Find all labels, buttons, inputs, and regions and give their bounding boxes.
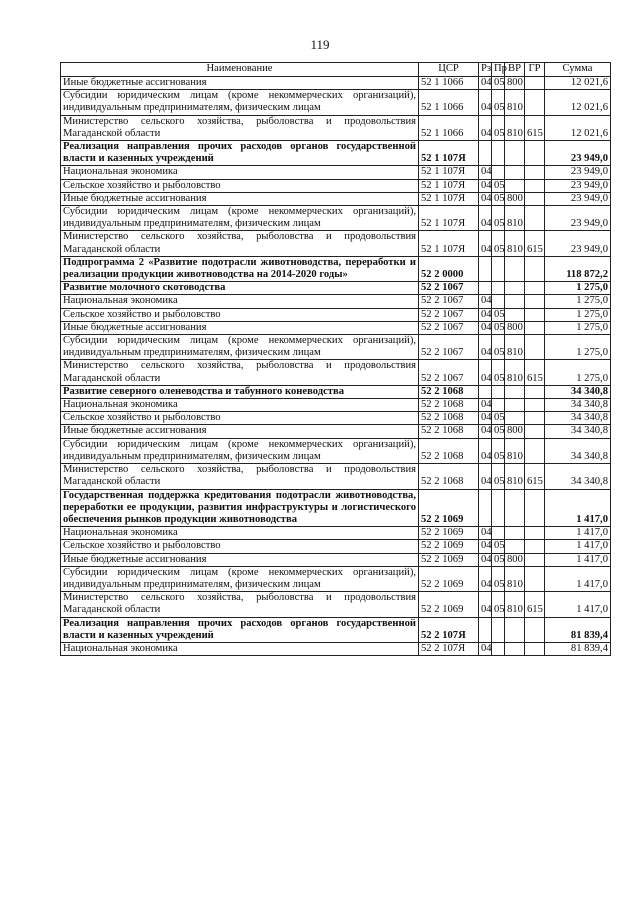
cell-sum: 81 839,4 [545, 642, 611, 655]
cell-sum: 34 340,8 [545, 412, 611, 425]
header-gr: ГР [525, 63, 545, 77]
cell-vr: 800 [505, 553, 525, 566]
cell-rz: 04 [479, 335, 492, 360]
page-number: 119 [310, 37, 330, 52]
table-row [61, 489, 611, 527]
cell-csr: 52 2 1069 [419, 553, 479, 566]
cell-rz: 04 [479, 192, 492, 205]
cell-sum: 1 417,0 [545, 592, 611, 617]
cell-pr [492, 166, 505, 179]
cell-gr [525, 527, 545, 540]
cell-gr [525, 166, 545, 179]
cell-pr: 05 [492, 321, 505, 334]
cell-gr: 615 [525, 231, 545, 256]
cell-sum: 12 021,6 [545, 90, 611, 115]
cell-vr [505, 295, 525, 308]
table-row [61, 192, 611, 205]
cell-sum: 81 839,4 [545, 617, 611, 642]
cell-name: Министерство сельского хозяйства, рыболовства и продовольствия Магаданской области [61, 115, 419, 140]
cell-name: Иные бюджетные ассигнования [61, 77, 419, 90]
cell-sum: 1 275,0 [545, 360, 611, 385]
cell-sum: 1 275,0 [545, 282, 611, 295]
cell-pr [492, 489, 505, 527]
cell-sum: 34 340,8 [545, 464, 611, 489]
cell-name: Реализация направления прочих расходов органов государственной власти и казенных учреждений [61, 141, 419, 166]
cell-sum: 23 949,0 [545, 192, 611, 205]
cell-name: Сельское хозяйство и рыболовство [61, 540, 419, 553]
cell-sum: 34 340,8 [545, 438, 611, 463]
cell-name: Национальная экономика [61, 399, 419, 412]
cell-name: Сельское хозяйство и рыболовство [61, 179, 419, 192]
cell-pr [492, 527, 505, 540]
cell-csr: 52 1 1066 [419, 77, 479, 90]
cell-name: Развитие молочного скотоводства [61, 282, 419, 295]
cell-name: Министерство сельского хозяйства, рыболовства и продовольствия Магаданской области [61, 464, 419, 489]
cell-rz: 04 [479, 308, 492, 321]
cell-gr [525, 438, 545, 463]
cell-gr [525, 412, 545, 425]
cell-sum: 1 417,0 [545, 566, 611, 591]
cell-csr: 52 2 107Я [419, 642, 479, 655]
table-row [61, 566, 611, 591]
cell-csr: 52 1 107Я [419, 166, 479, 179]
cell-sum: 1 417,0 [545, 527, 611, 540]
table-row [61, 115, 611, 140]
cell-vr [505, 256, 525, 281]
cell-csr: 52 1 107Я [419, 179, 479, 192]
cell-rz: 04 [479, 360, 492, 385]
cell-rz: 04 [479, 642, 492, 655]
cell-vr: 810 [505, 335, 525, 360]
cell-vr [505, 282, 525, 295]
cell-name: Национальная экономика [61, 295, 419, 308]
cell-vr [505, 141, 525, 166]
cell-csr: 52 2 1069 [419, 540, 479, 553]
cell-pr: 05 [492, 553, 505, 566]
cell-csr: 52 2 1067 [419, 321, 479, 334]
cell-pr: 05 [492, 438, 505, 463]
cell-name: Иные бюджетные ассигнования [61, 321, 419, 334]
cell-sum: 34 340,8 [545, 425, 611, 438]
cell-gr [525, 321, 545, 334]
cell-csr: 52 1 107Я [419, 231, 479, 256]
table-row [61, 206, 611, 231]
table-row [61, 642, 611, 655]
cell-rz: 04 [479, 321, 492, 334]
cell-rz [479, 141, 492, 166]
cell-sum: 1 417,0 [545, 489, 611, 527]
cell-pr [492, 295, 505, 308]
cell-rz: 04 [479, 527, 492, 540]
cell-rz: 04 [479, 540, 492, 553]
cell-rz: 04 [479, 438, 492, 463]
cell-vr [505, 399, 525, 412]
table-header-row [61, 63, 611, 77]
cell-gr [525, 617, 545, 642]
table-row [61, 166, 611, 179]
cell-gr [525, 141, 545, 166]
cell-csr: 52 2 107Я [419, 617, 479, 642]
cell-vr: 800 [505, 321, 525, 334]
cell-gr: 615 [525, 115, 545, 140]
cell-csr: 52 1 107Я [419, 192, 479, 205]
cell-vr: 810 [505, 592, 525, 617]
cell-pr: 05 [492, 192, 505, 205]
cell-name: Развитие северного оленеводства и табунного коневодства [61, 385, 419, 398]
header-pr: Пр [492, 63, 505, 77]
cell-gr [525, 425, 545, 438]
cell-sum: 1 275,0 [545, 321, 611, 334]
cell-name: Субсидии юридическим лицам (кроме некоммерческих организаций), индивидуальным предпринимателям, физическим лицам [61, 90, 419, 115]
cell-csr: 52 2 1068 [419, 464, 479, 489]
cell-vr: 800 [505, 425, 525, 438]
header-sum: Сумма [545, 63, 611, 77]
table-row [61, 553, 611, 566]
cell-name: Государственная поддержка кредитования подотрасли животноводства, переработки ее продукции, развития инфраструктуры и логистического обеспечения рынков продукции животноводства [61, 489, 419, 527]
cell-name: Иные бюджетные ассигнования [61, 192, 419, 205]
cell-vr [505, 540, 525, 553]
header-csr: ЦСР [419, 63, 479, 77]
cell-gr [525, 90, 545, 115]
cell-pr: 05 [492, 206, 505, 231]
cell-pr [492, 282, 505, 295]
cell-gr [525, 308, 545, 321]
cell-sum: 23 949,0 [545, 141, 611, 166]
cell-pr [492, 399, 505, 412]
cell-rz: 04 [479, 166, 492, 179]
cell-rz: 04 [479, 179, 492, 192]
table-row [61, 385, 611, 398]
cell-gr [525, 192, 545, 205]
cell-vr [505, 527, 525, 540]
cell-name: Субсидии юридическим лицам (кроме некоммерческих организаций), индивидуальным предпринимателям, физическим лицам [61, 206, 419, 231]
cell-gr: 615 [525, 360, 545, 385]
cell-pr: 05 [492, 464, 505, 489]
table-row [61, 399, 611, 412]
cell-csr: 52 2 1067 [419, 295, 479, 308]
cell-vr [505, 412, 525, 425]
cell-rz: 04 [479, 566, 492, 591]
cell-vr: 810 [505, 206, 525, 231]
table-row [61, 335, 611, 360]
cell-sum: 1 275,0 [545, 308, 611, 321]
cell-rz [479, 385, 492, 398]
cell-gr [525, 206, 545, 231]
cell-vr [505, 489, 525, 527]
cell-csr: 52 2 1069 [419, 489, 479, 527]
cell-pr: 05 [492, 425, 505, 438]
cell-pr [492, 617, 505, 642]
cell-vr: 810 [505, 464, 525, 489]
cell-sum: 23 949,0 [545, 231, 611, 256]
cell-name: Реализация направления прочих расходов органов государственной власти и казенных учреждений [61, 617, 419, 642]
cell-pr: 05 [492, 412, 505, 425]
cell-vr: 810 [505, 90, 525, 115]
cell-csr: 52 2 0000 [419, 256, 479, 281]
cell-vr [505, 179, 525, 192]
cell-name: Сельское хозяйство и рыболовство [61, 412, 419, 425]
table-row [61, 179, 611, 192]
cell-vr [505, 166, 525, 179]
cell-vr: 810 [505, 231, 525, 256]
cell-gr [525, 399, 545, 412]
cell-pr: 05 [492, 308, 505, 321]
cell-sum: 34 340,8 [545, 385, 611, 398]
cell-vr: 800 [505, 192, 525, 205]
cell-pr: 05 [492, 592, 505, 617]
cell-rz: 04 [479, 553, 492, 566]
cell-gr [525, 335, 545, 360]
cell-rz: 04 [479, 425, 492, 438]
cell-gr [525, 566, 545, 591]
cell-csr: 52 2 1067 [419, 282, 479, 295]
cell-csr: 52 2 1068 [419, 438, 479, 463]
cell-rz: 04 [479, 77, 492, 90]
cell-rz: 04 [479, 295, 492, 308]
cell-csr: 52 1 1066 [419, 115, 479, 140]
table-row [61, 282, 611, 295]
table-row [61, 527, 611, 540]
cell-name: Министерство сельского хозяйства, рыболовства и продовольствия Магаданской области [61, 592, 419, 617]
cell-pr: 05 [492, 231, 505, 256]
cell-sum: 23 949,0 [545, 166, 611, 179]
cell-name: Национальная экономика [61, 642, 419, 655]
cell-sum: 23 949,0 [545, 206, 611, 231]
table-row [61, 256, 611, 281]
cell-sum: 34 340,8 [545, 399, 611, 412]
cell-name: Национальная экономика [61, 166, 419, 179]
cell-sum: 1 275,0 [545, 295, 611, 308]
cell-rz [479, 617, 492, 642]
table-row [61, 592, 611, 617]
cell-name: Субсидии юридическим лицам (кроме некоммерческих организаций), индивидуальным предпринимателям, физическим лицам [61, 335, 419, 360]
cell-rz [479, 256, 492, 281]
cell-gr [525, 256, 545, 281]
cell-rz: 04 [479, 90, 492, 115]
cell-rz: 04 [479, 231, 492, 256]
table-row [61, 308, 611, 321]
cell-pr: 05 [492, 179, 505, 192]
cell-csr: 52 2 1068 [419, 412, 479, 425]
cell-gr [525, 282, 545, 295]
cell-name: Субсидии юридическим лицам (кроме некоммерческих организаций), индивидуальным предпринимателям, физическим лицам [61, 566, 419, 591]
cell-name: Иные бюджетные ассигнования [61, 553, 419, 566]
cell-pr [492, 256, 505, 281]
cell-vr [505, 642, 525, 655]
cell-csr: 52 1 107Я [419, 206, 479, 231]
budget-table [60, 62, 611, 656]
cell-name: Иные бюджетные ассигнования [61, 425, 419, 438]
cell-gr: 615 [525, 464, 545, 489]
cell-pr: 05 [492, 566, 505, 591]
table-row [61, 141, 611, 166]
cell-pr: 05 [492, 90, 505, 115]
cell-name: Национальная экономика [61, 527, 419, 540]
cell-sum: 1 275,0 [545, 335, 611, 360]
header-name: Наименование [61, 63, 419, 77]
cell-csr: 52 2 1069 [419, 592, 479, 617]
table-row [61, 617, 611, 642]
cell-name: Субсидии юридическим лицам (кроме некоммерческих организаций), индивидуальным предпринимателям, физическим лицам [61, 438, 419, 463]
cell-pr: 05 [492, 360, 505, 385]
cell-rz: 04 [479, 592, 492, 617]
cell-sum: 12 021,6 [545, 77, 611, 90]
cell-csr: 52 1 1066 [419, 90, 479, 115]
table-row [61, 540, 611, 553]
cell-name: Сельское хозяйство и рыболовство [61, 308, 419, 321]
cell-csr: 52 2 1067 [419, 308, 479, 321]
cell-csr: 52 1 107Я [419, 141, 479, 166]
cell-vr: 810 [505, 360, 525, 385]
cell-gr [525, 540, 545, 553]
cell-rz: 04 [479, 464, 492, 489]
cell-pr: 05 [492, 540, 505, 553]
cell-vr: 810 [505, 438, 525, 463]
cell-sum: 1 417,0 [545, 553, 611, 566]
table-row [61, 321, 611, 334]
header-vr: ВР [505, 63, 525, 77]
cell-pr [492, 385, 505, 398]
cell-csr: 52 2 1068 [419, 385, 479, 398]
table-row [61, 412, 611, 425]
cell-gr [525, 385, 545, 398]
cell-vr: 800 [505, 77, 525, 90]
cell-vr [505, 385, 525, 398]
cell-rz: 04 [479, 399, 492, 412]
cell-name: Подпрограмма 2 «Развитие подотрасли животноводства, переработки и реализации продукции животноводства на 2014-2020 годы» [61, 256, 419, 281]
cell-csr: 52 2 1067 [419, 360, 479, 385]
table-row [61, 425, 611, 438]
cell-rz: 04 [479, 206, 492, 231]
table-row [61, 360, 611, 385]
cell-pr: 05 [492, 77, 505, 90]
cell-vr: 810 [505, 566, 525, 591]
cell-sum: 23 949,0 [545, 179, 611, 192]
cell-gr [525, 179, 545, 192]
cell-csr: 52 2 1068 [419, 425, 479, 438]
cell-sum: 1 417,0 [545, 540, 611, 553]
cell-vr [505, 617, 525, 642]
cell-name: Министерство сельского хозяйства, рыболовства и продовольствия Магаданской области [61, 231, 419, 256]
table-row [61, 295, 611, 308]
cell-gr [525, 77, 545, 90]
cell-pr [492, 141, 505, 166]
cell-gr [525, 553, 545, 566]
cell-sum: 118 872,2 [545, 256, 611, 281]
cell-gr: 615 [525, 592, 545, 617]
cell-rz: 04 [479, 412, 492, 425]
table-row [61, 77, 611, 90]
cell-gr [525, 642, 545, 655]
header-rz: Рз [479, 63, 492, 77]
cell-pr [492, 642, 505, 655]
cell-gr [525, 489, 545, 527]
cell-csr: 52 2 1067 [419, 335, 479, 360]
cell-rz [479, 282, 492, 295]
table-row [61, 231, 611, 256]
cell-name: Министерство сельского хозяйства, рыболовства и продовольствия Магаданской области [61, 360, 419, 385]
table-row [61, 438, 611, 463]
cell-gr [525, 295, 545, 308]
cell-vr: 810 [505, 115, 525, 140]
table-row [61, 464, 611, 489]
cell-csr: 52 2 1069 [419, 527, 479, 540]
cell-rz [479, 489, 492, 527]
cell-csr: 52 2 1069 [419, 566, 479, 591]
cell-pr: 05 [492, 115, 505, 140]
cell-vr [505, 308, 525, 321]
cell-csr: 52 2 1068 [419, 399, 479, 412]
cell-sum: 12 021,6 [545, 115, 611, 140]
cell-pr: 05 [492, 335, 505, 360]
table-row [61, 90, 611, 115]
cell-rz: 04 [479, 115, 492, 140]
